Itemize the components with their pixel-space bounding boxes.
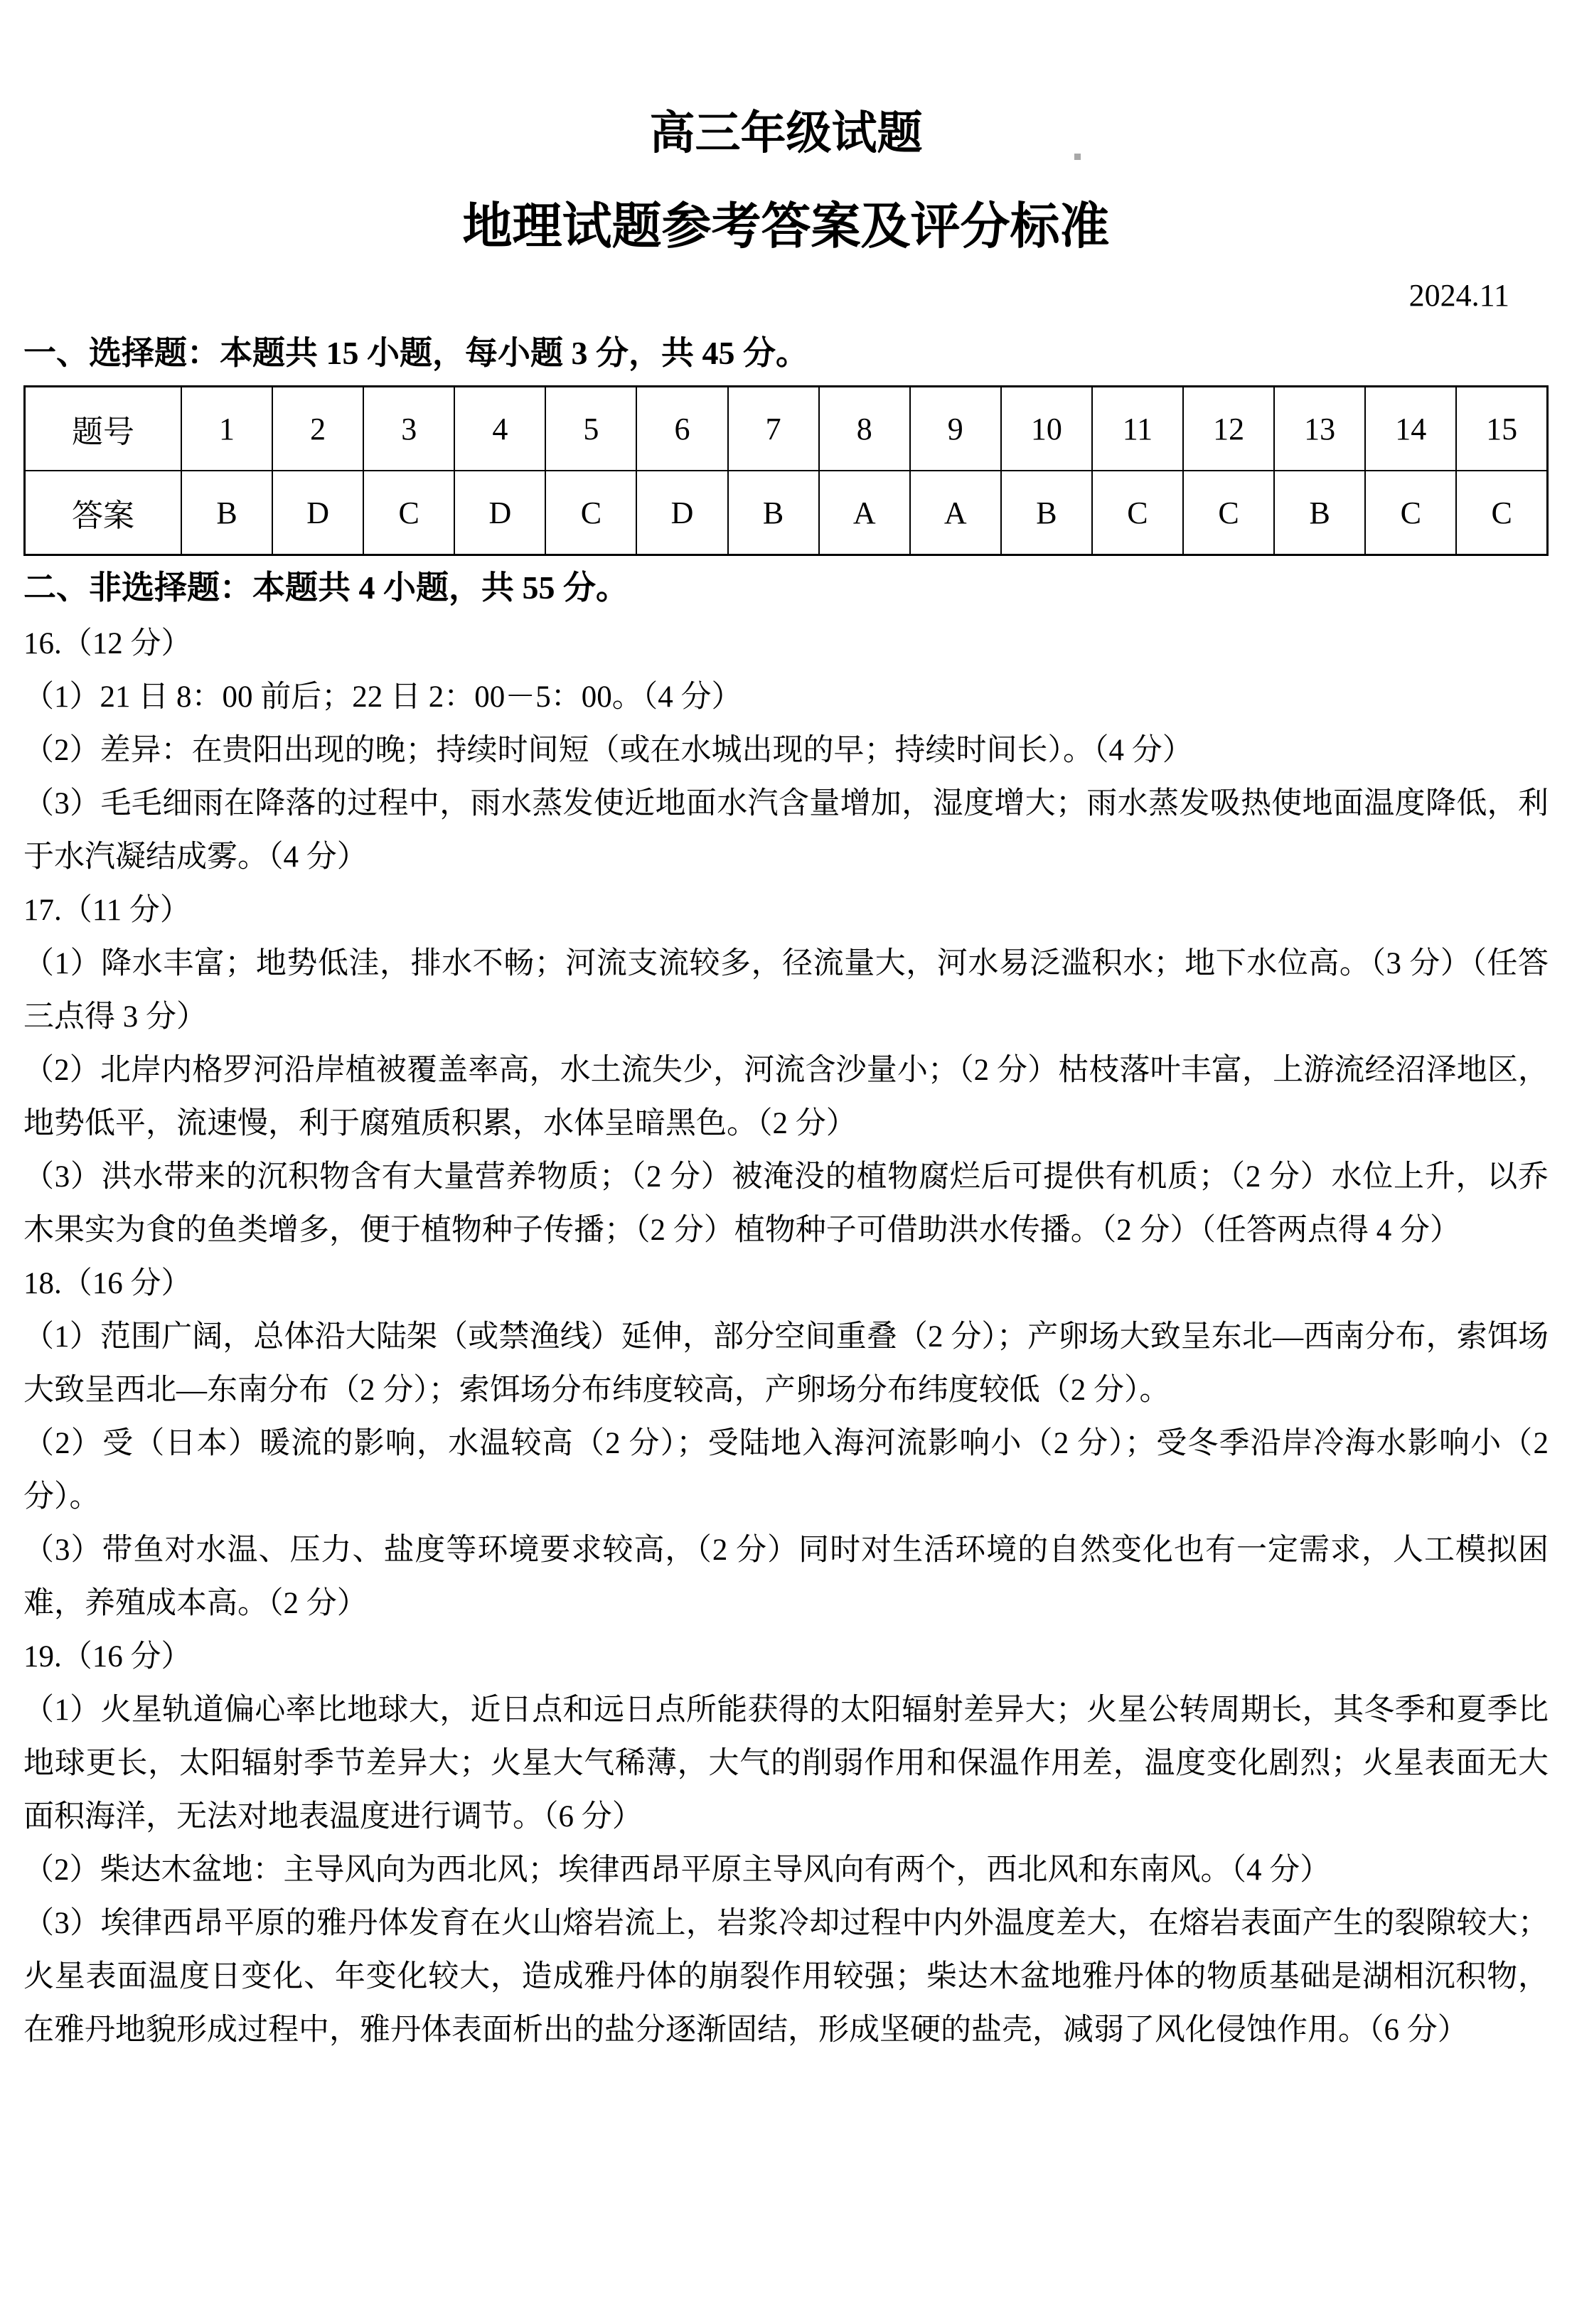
question-number-cell: 8 [819, 387, 910, 471]
question-18-number: 18.（16 分） [23, 1267, 192, 1300]
answer-cell: C [1365, 471, 1456, 555]
question-17-number: 17.（11 分） [23, 894, 191, 927]
answer-cell: D [454, 471, 545, 555]
answer-cell: D [272, 471, 363, 555]
answer-cell: B [181, 471, 272, 555]
question-16-answer-2: （2）差异：在贵阳出现的晚；持续时间短（或在水城出现的早；持续时间长）。（4 分） [23, 734, 1193, 767]
answer-cell: C [1456, 471, 1547, 555]
answer-cell: D [636, 471, 727, 555]
question-19-answer-1: （1）火星轨道偏心率比地球大，近日点和远日点所能获得的太阳辐射差异大；火星公转周期长，其冬季和夏季比地球更长，太阳辐射季节差异大；火星大气稀薄，大气的削弱作用和保温作用差，温度变化剧烈；火星表面无大面积海洋，无法对地表温度进行调节。（6 分） [23, 1693, 1549, 1833]
question-16-answer-3: （3）毛毛细雨在降落的过程中，雨水蒸发使近地面水汽含量增加，湿度增大；雨水蒸发吸热使地面温度降低，利于水汽凝结成雾。（4 分） [23, 787, 1549, 874]
question-18-answer-2: （2）受（日本）暖流的影响，水温较高（2 分）；受陆地入海河流影响小（2 分）；受冬季沿岸冷海水影响小（2 分）。 [23, 1427, 1549, 1514]
question-number-cell: 11 [1092, 387, 1183, 471]
question-number-cell: 6 [636, 387, 727, 471]
answer-cell: C [545, 471, 636, 555]
table-row-answers [25, 471, 1548, 555]
question-number-cell: 1 [181, 387, 272, 471]
question-18-answer-1: （1）范围广阔，总体沿大陆架（或禁渔线）延伸，部分空间重叠（2 分）；产卵场大致呈东北—西南分布，索饵场大致呈西北—东南分布（2 分）；索饵场分布纬度较高，产卵场分布纬度较低（2 分）。 [23, 1320, 1549, 1407]
question-number-cell: 15 [1456, 387, 1547, 471]
question-17-answer-2: （2）北岸内格罗河沿岸植被覆盖率高，水土流失少，河流含沙量小；（2 分）枯枝落叶丰富，上游流经沼泽地区，地势低平，流速慢，利于腐殖质积累，水体呈暗黑色。（2 分） [23, 1054, 1549, 1140]
answer-key-table [23, 385, 1549, 556]
table-row-question-numbers [25, 387, 1548, 471]
row-label-answer: 答案 [25, 471, 182, 555]
page-title: 高三年级试题 [649, 108, 923, 159]
question-19-answer-2: （2）柴达木盆地：主导风向为西北风；埃律西昂平原主导风向有两个，西北风和东南风。（4 分） [23, 1853, 1331, 1887]
free-response-answers [23, 617, 1549, 2057]
answer-cell: C [1183, 471, 1274, 555]
question-number-cell: 3 [363, 387, 454, 471]
question-number-cell: 5 [545, 387, 636, 471]
question-18-answer-3: （3）带鱼对水温、压力、盐度等环境要求较高，（2 分）同时对生活环境的自然变化也有一定需求，人工模拟困难，养殖成本高。（2 分） [23, 1533, 1549, 1620]
scan-artifact-dot [1074, 154, 1081, 160]
section1-heading: 一、选择题：本题共 15 小题，每小题 3 分，共 45 分。 [23, 335, 808, 371]
question-number-cell: 2 [272, 387, 363, 471]
answer-cell: C [363, 471, 454, 555]
question-19-answer-3: （3）埃律西昂平原的雅丹体发育在火山熔岩流上，岩浆冷却过程中内外温度差大，在熔岩表面产生的裂隙较大；火星表面温度日变化、年变化较大，造成雅丹体的崩裂作用较强；柴达木盆地雅丹体的物质基础是湖相沉积物，在雅丹地貌形成过程中，雅丹体表面析出的盐分逐渐固结，形成坚硬的盐壳，减弱了风化侵蚀作用。（6 分） [23, 1907, 1549, 2047]
answer-cell: B [728, 471, 819, 555]
question-number-cell: 7 [728, 387, 819, 471]
question-number-cell: 4 [454, 387, 545, 471]
answer-cell: B [1274, 471, 1365, 555]
question-17-answer-3: （3）洪水带来的沉积物含有大量营养物质；（2 分）被淹没的植物腐烂后可提供有机质；（2 分）水位上升，以乔木果实为食的鱼类增多，便于植物种子传播；（2 分）植物种子可借助洪水传播。（2 分）（任答两点得 4 分） [23, 1160, 1549, 1247]
answer-cell: A [910, 471, 1001, 555]
exam-date: 2024.11 [1408, 278, 1509, 313]
section2-heading: 二、非选择题：本题共 4 小题，共 55 分。 [23, 569, 629, 606]
page-subtitle: 地理试题参考答案及评分标准 [462, 200, 1110, 255]
question-number-cell: 10 [1001, 387, 1092, 471]
question-number-cell: 13 [1274, 387, 1365, 471]
answer-cell: C [1092, 471, 1183, 555]
question-number-cell: 12 [1183, 387, 1274, 471]
row-label-question-number: 题号 [25, 387, 182, 471]
question-16-number: 16.（12 分） [23, 627, 192, 660]
exam-answer-document [0, 108, 1572, 2057]
answer-cell: B [1001, 471, 1092, 555]
question-17-answer-1: （1）降水丰富；地势低洼，排水不畅；河流支流较多，径流量大，河水易泛滥积水；地下水位高。（3 分）（任答三点得 3 分） [23, 947, 1549, 1034]
question-19-number: 19.（16 分） [23, 1640, 192, 1674]
answer-cell: A [819, 471, 910, 555]
question-number-cell: 14 [1365, 387, 1456, 471]
question-number-cell: 9 [910, 387, 1001, 471]
question-16-answer-1: （1）21 日 8：00 前后；22 日 2：00－5：00。（4 分） [23, 680, 742, 714]
